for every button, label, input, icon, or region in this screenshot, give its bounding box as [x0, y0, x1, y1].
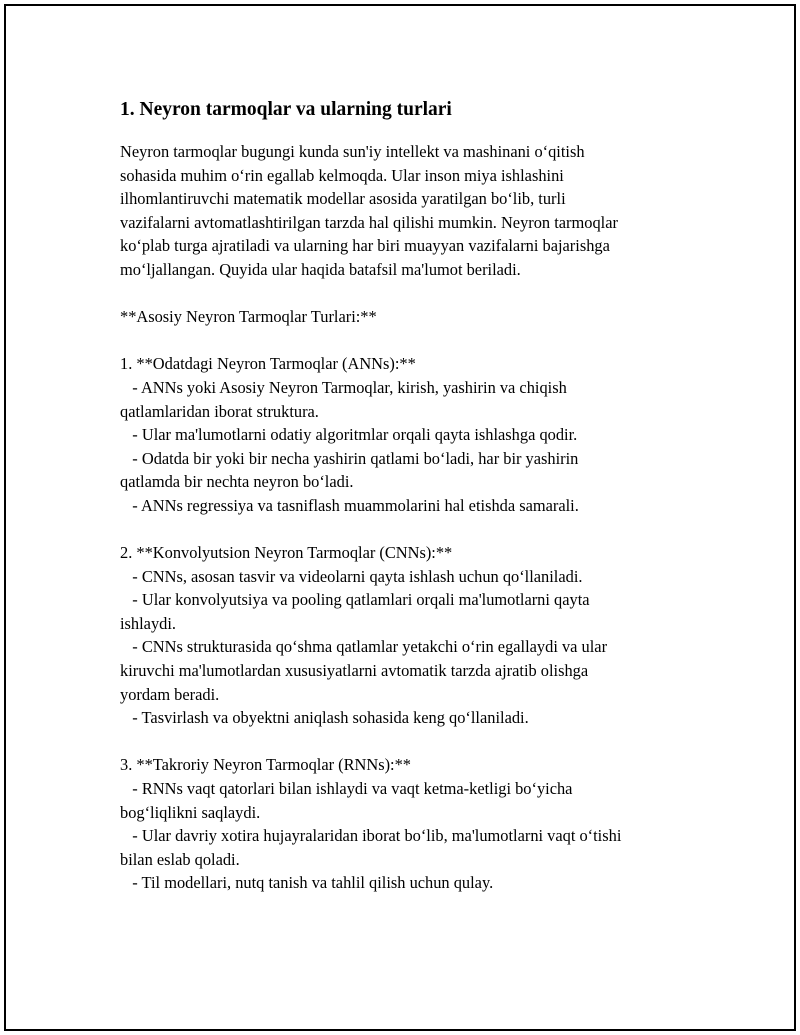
- list-item-line: - ANNs regressiya va tasniflash muammolarini hal etishda samarali.: [120, 495, 579, 515]
- list-item-line: - Odatda bir yoki bir necha yashirin qatlami bo‘ladi, har bir yashirin: [120, 448, 579, 468]
- list-item-line: - CNNs strukturasida qo‘shma qatlamlar yetakchi o‘rin egallaydi va ular: [120, 637, 608, 657]
- list-item-line: ishlaydi.: [120, 613, 176, 633]
- spacer: [120, 730, 690, 754]
- list-item-line: - CNNs, asosan tasvir va videolarni qayta ishlash uchun qo‘llaniladi.: [120, 566, 583, 586]
- document-heading: 1. Neyron tarmoqlar va ularning turlari: [120, 99, 452, 120]
- document-content: [120, 98, 690, 895]
- spacer: [120, 518, 690, 542]
- list-item-title: 1. **Odatdagi Neyron Tarmoqlar (ANNs):**: [120, 354, 416, 374]
- list-group-rnns: [120, 753, 690, 895]
- spacer: [120, 282, 690, 306]
- intro-line: mo‘ljallangan. Quyida ular haqida batafsil ma'lumot beriladi.: [120, 259, 521, 279]
- list-item-line: qatlamlaridan iborat struktura.: [120, 401, 319, 421]
- list-item-line: - Tasvirlash va obyektni aniqlash sohasida keng qo‘llaniladi.: [120, 708, 529, 728]
- list-item-title: 3. **Takroriy Neyron Tarmoqlar (RNNs):**: [120, 755, 412, 775]
- list-item-line: - Til modellari, nutq tanish va tahlil qilish uchun qulay.: [120, 873, 494, 893]
- list-item-line: kiruvchi ma'lumotlardan xususiyatlarni avtomatik tarzda ajratib olishga: [120, 661, 589, 681]
- list-item-line: bilan eslab qoladi.: [120, 849, 240, 869]
- list-item-line: qatlamda bir nechta neyron bo‘ladi.: [120, 472, 354, 492]
- list-item-line: - Ular davriy xotira hujayralaridan iborat bo‘lib, ma'lumotlarni vaqt o‘tishi: [120, 826, 622, 846]
- list-item-line: - ANNs yoki Asosiy Neyron Tarmoqlar, kirish, yashirin va chiqish: [120, 377, 567, 397]
- list-item-line: yordam beradi.: [120, 684, 220, 704]
- document-page: [4, 4, 796, 1031]
- spacer: [120, 329, 690, 353]
- intro-line: Neyron tarmoqlar bugungi kunda sun'iy intellekt va mashinani o‘qitish: [120, 142, 585, 161]
- intro-paragraph: [120, 140, 690, 282]
- list-group-anns: [120, 352, 690, 517]
- list-item-title: 2. **Konvolyutsion Neyron Tarmoqlar (CNNs):**: [120, 543, 453, 563]
- list-item-line: bog‘liqlikni saqlaydi.: [120, 802, 261, 822]
- list-item-line: - Ular konvolyutsiya va pooling qatlamlari orqali ma'lumotlarni qayta: [120, 590, 590, 610]
- intro-line: vazifalarni avtomatlashtirilgan tarzda hal qilishi mumkin. Neyron tarmoqlar: [120, 212, 618, 232]
- intro-line: ilhomlantiruvchi matematik modellar asosida yaratilgan bo‘lib, turli: [120, 189, 566, 209]
- section-title: **Asosiy Neyron Tarmoqlar Turlari:**: [120, 307, 377, 327]
- list-item-line: - RNNs vaqt qatorlari bilan ishlaydi va vaqt ketma-ketligi bo‘yicha: [120, 779, 573, 799]
- list-group-cnns: [120, 541, 690, 730]
- list-item-line: - Ular ma'lumotlarni odatiy algoritmlar orqali qayta ishlashga qodir.: [120, 425, 578, 445]
- intro-line: sohasida muhim o‘rin egallab kelmoqda. Ular inson miya ishlashini: [120, 165, 564, 185]
- intro-line: ko‘plab turga ajratiladi va ularning har biri muayyan vazifalarni bajarishga: [120, 236, 610, 256]
